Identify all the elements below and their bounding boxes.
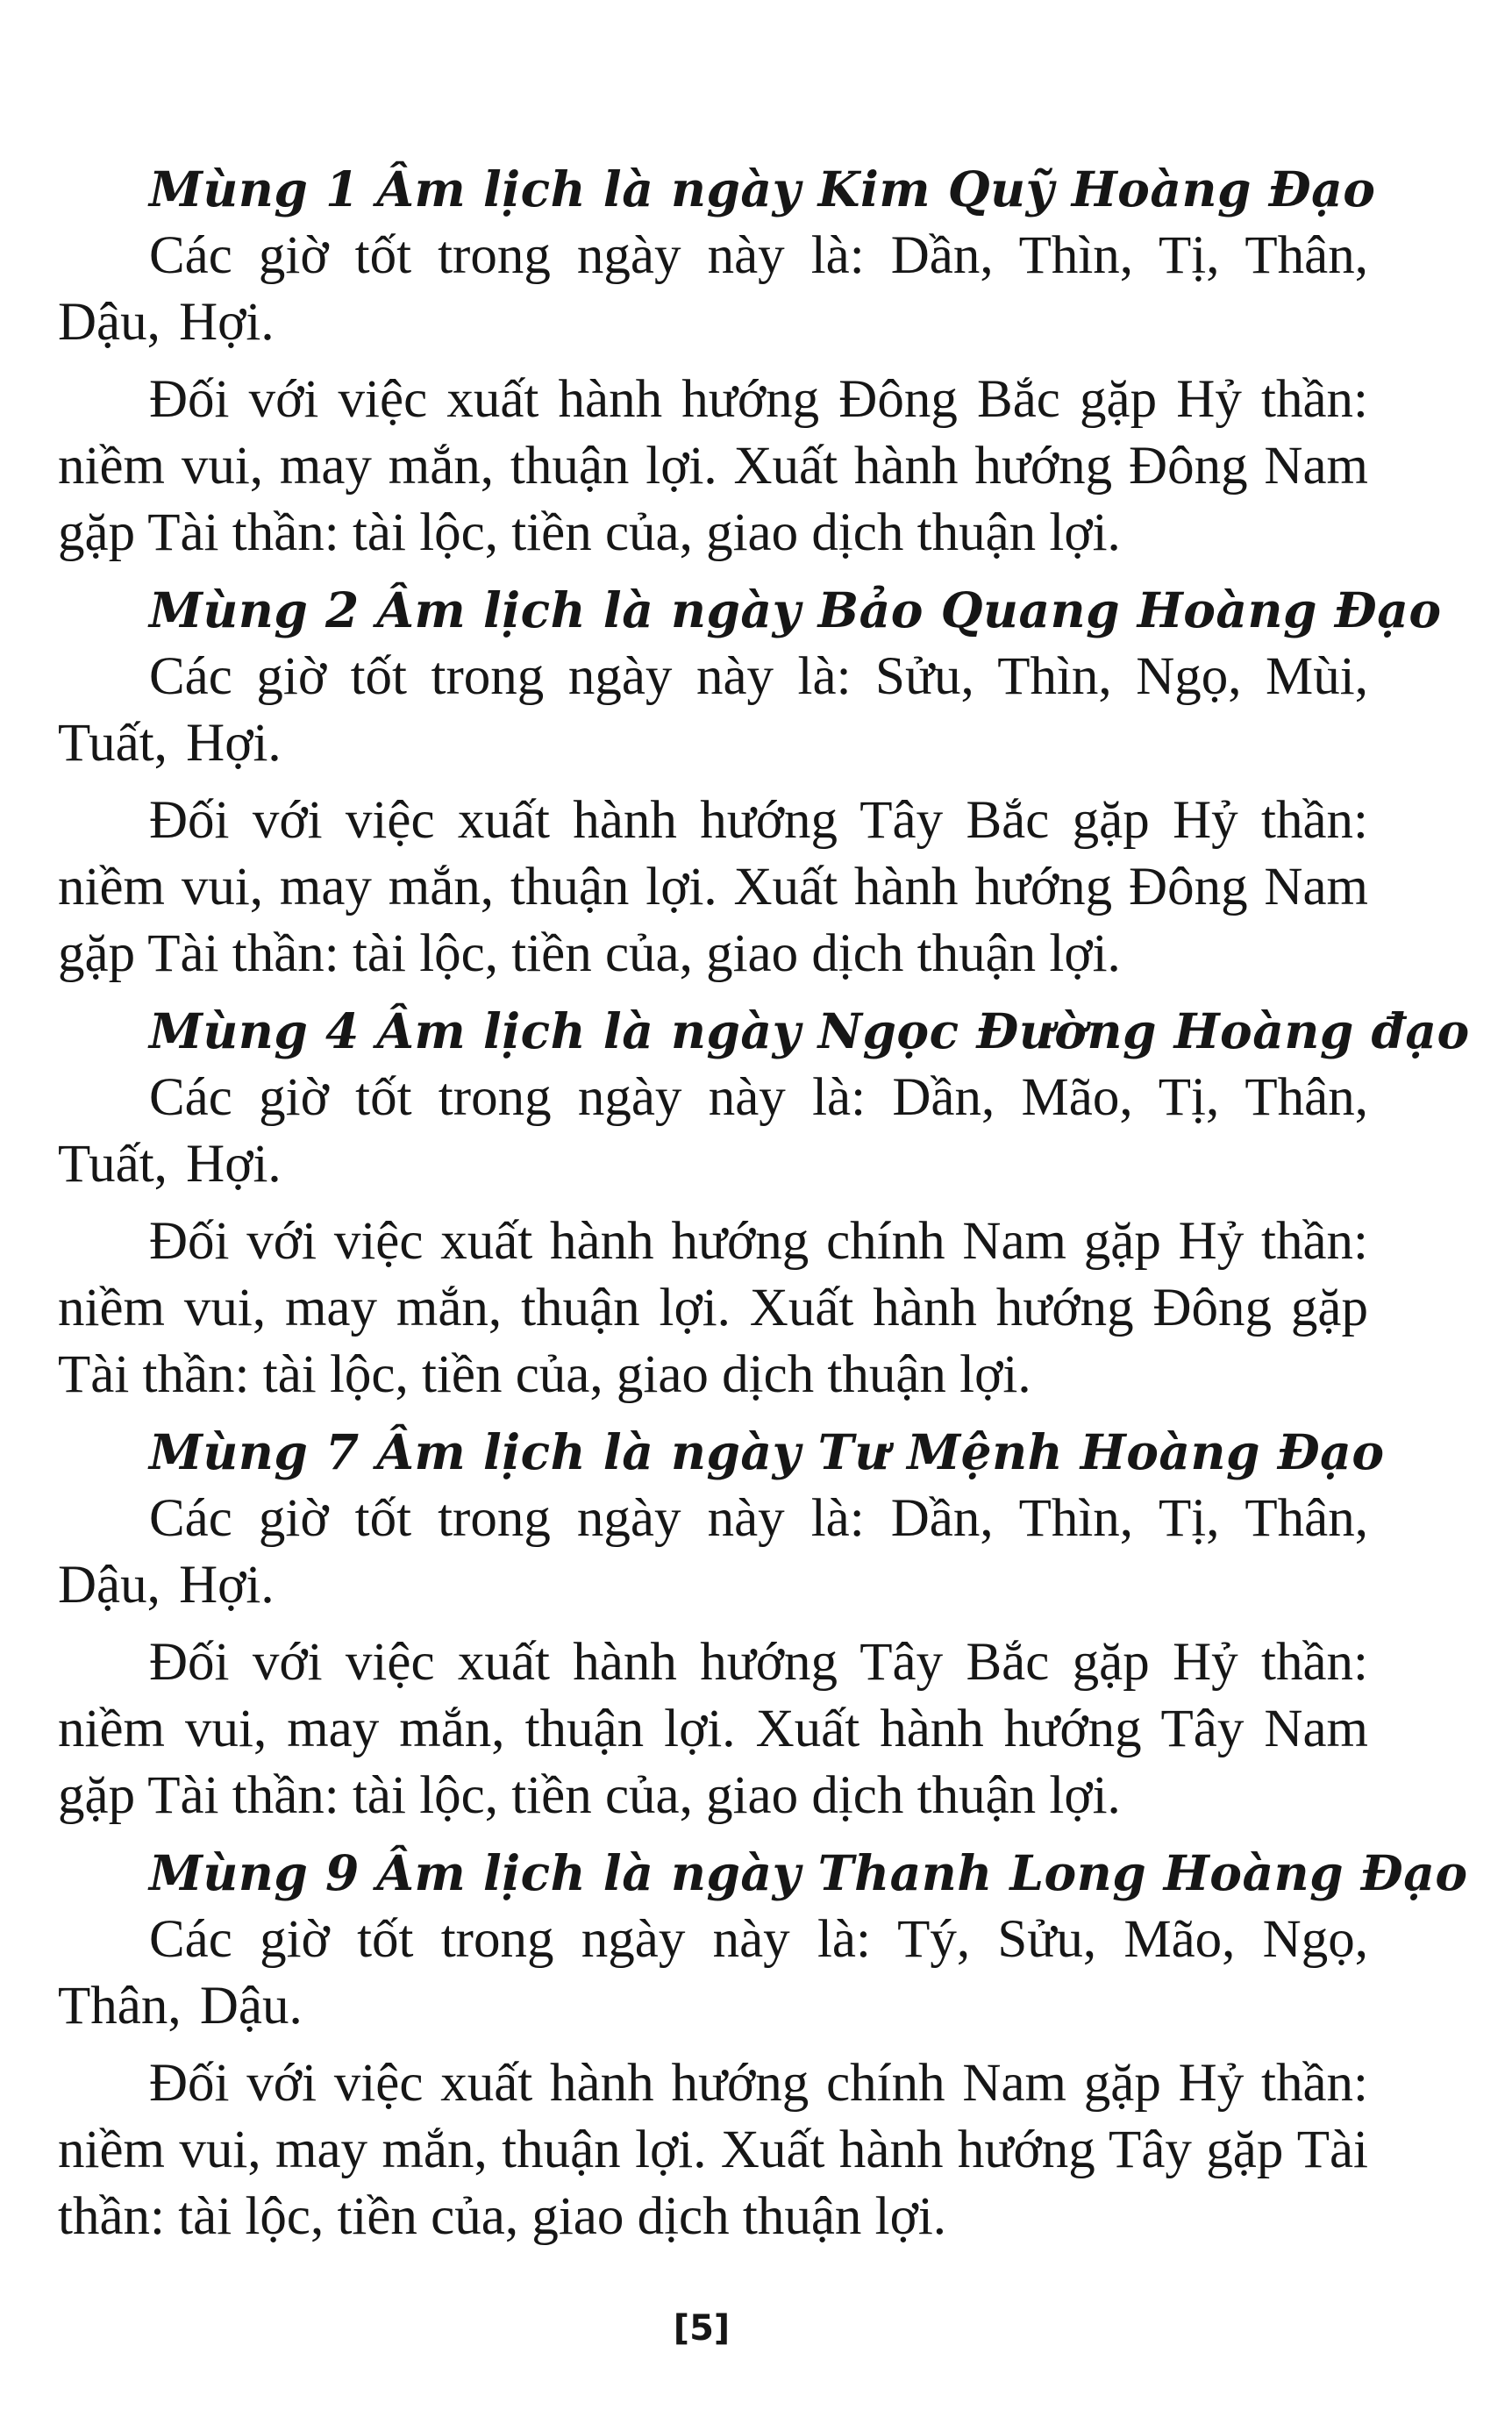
good-hours-paragraph: Các giờ tốt trong ngày này là: Dần, Mão, Tị, Thân, Tuất, Hợi. xyxy=(58,1068,1368,1194)
day-section-7 xyxy=(58,1419,1385,1829)
page-number: [5] xyxy=(673,2308,731,2349)
section-heading: Mùng 9 Âm lịch là ngày Thanh Long Hoàng Đạo xyxy=(149,1844,1468,1901)
section-heading: Mùng 1 Âm lịch là ngày Kim Quỹ Hoàng Đạo xyxy=(149,160,1376,217)
good-hours-paragraph: Các giờ tốt trong ngày này là: Tý, Sửu, Mão, Ngọ, Thân, Dậu. xyxy=(58,1910,1368,2035)
day-section-4 xyxy=(58,998,1470,1408)
book-page xyxy=(58,156,1470,2261)
section-heading: Mùng 2 Âm lịch là ngày Bảo Quang Hoàng Đạo xyxy=(149,581,1442,638)
section-heading: Mùng 4 Âm lịch là ngày Ngọc Đường Hoàng đạo xyxy=(149,1002,1470,1059)
day-section-9 xyxy=(58,1840,1468,2250)
travel-direction-paragraph: Đối với việc xuất hành hướng Tây Bắc gặp Hỷ thần: niềm vui, may mắn, thuận lợi. Xuất hành hướng Đông Nam gặp Tài thần: tài lộc, tiền của, giao dịch thuận lợi. xyxy=(58,791,1368,983)
day-section-1 xyxy=(58,156,1376,567)
day-section-2 xyxy=(58,577,1442,987)
travel-direction-paragraph: Đối với việc xuất hành hướng Đông Bắc gặp Hỷ thần: niềm vui, may mắn, thuận lợi. Xuất hành hướng Đông Nam gặp Tài thần: tài lộc, tiền của, giao dịch thuận lợi. xyxy=(58,370,1368,562)
travel-direction-paragraph: Đối với việc xuất hành hướng chính Nam gặp Hỷ thần: niềm vui, may mắn, thuận lợi. Xuất hành hướng Tây gặp Tài thần: tài lộc, tiền của, giao dịch thuận lợi. xyxy=(58,2054,1368,2246)
good-hours-paragraph: Các giờ tốt trong ngày này là: Dần, Thìn, Tị, Thân, Dậu, Hợi. xyxy=(58,1489,1368,1615)
good-hours-paragraph: Các giờ tốt trong ngày này là: Sửu, Thìn, Ngọ, Mùi, Tuất, Hợi. xyxy=(58,647,1368,773)
good-hours-paragraph: Các giờ tốt trong ngày này là: Dần, Thìn, Tị, Thân, Dậu, Hợi. xyxy=(58,226,1368,352)
travel-direction-paragraph: Đối với việc xuất hành hướng chính Nam gặp Hỷ thần: niềm vui, may mắn, thuận lợi. Xuất hành hướng Đông gặp Tài thần: tài lộc, tiền của, giao dịch thuận lợi. xyxy=(58,1212,1368,1404)
travel-direction-paragraph: Đối với việc xuất hành hướng Tây Bắc gặp Hỷ thần: niềm vui, may mắn, thuận lợi. Xuất hành hướng Tây Nam gặp Tài thần: tài lộc, tiền của, giao dịch thuận lợi. xyxy=(58,1633,1368,1825)
section-heading: Mùng 7 Âm lịch là ngày Tư Mệnh Hoàng Đạo xyxy=(149,1423,1385,1480)
